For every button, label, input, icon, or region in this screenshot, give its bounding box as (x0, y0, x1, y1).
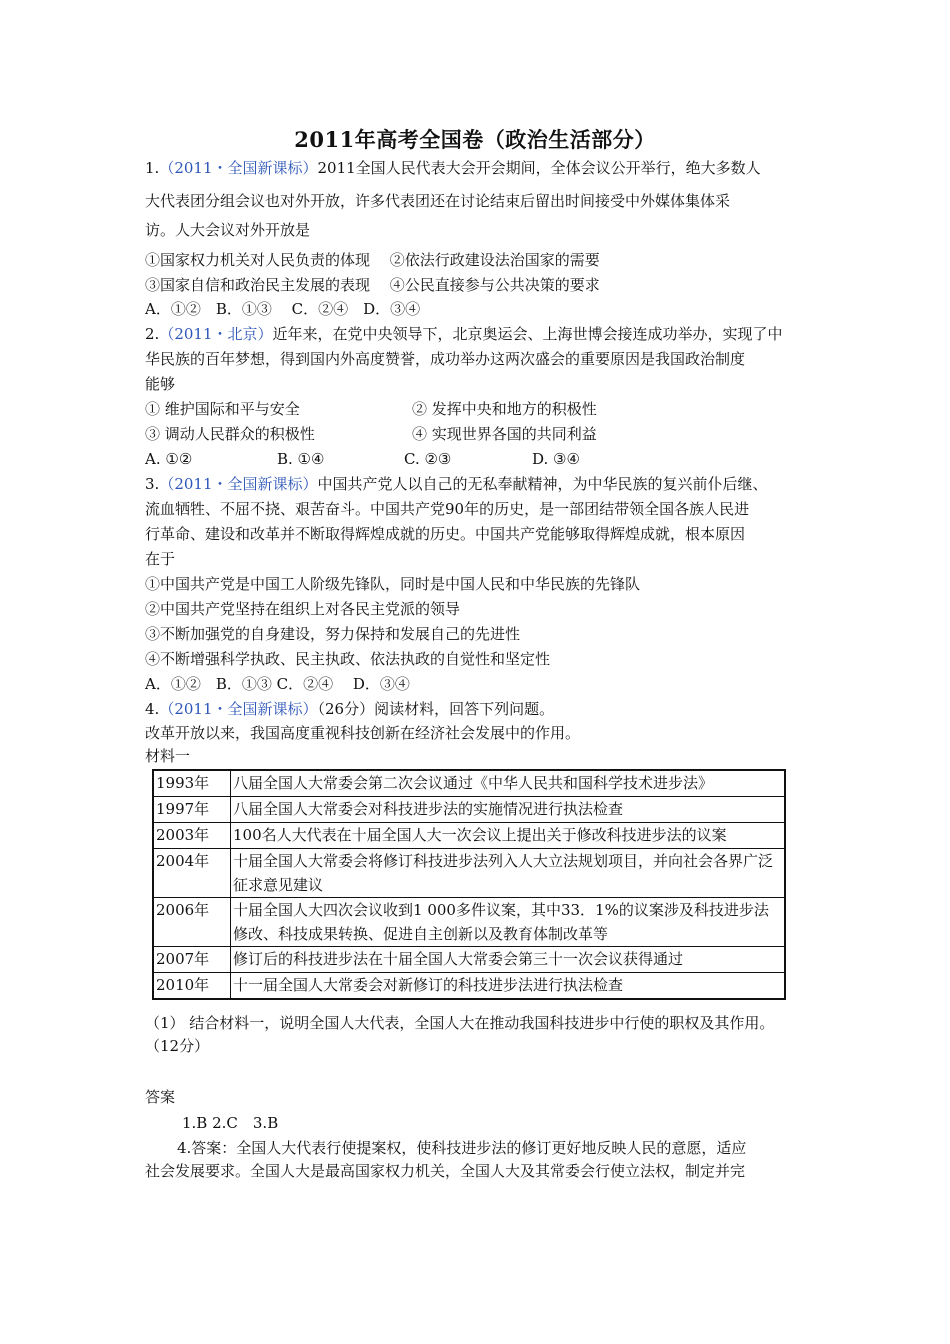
q3-text-1: 中国共产党人以自己的无私奉献精神，为中华民族的复兴前仆后继、 (317, 475, 768, 493)
material-table (152, 769, 786, 1000)
table-cell-text: 十届全国人大常委会将修订科技进步法列入人大立法规划项目，并向社会各界广泛征求意见建议 (231, 849, 786, 898)
table-row (153, 898, 785, 947)
q3-stem-line-3: 行革命、建设和改革并不断取得辉煌成就的历史。中国共产党能够取得辉煌成就，根本原因 (145, 525, 746, 543)
q2-option-1: ① 维护国际和平与安全 (145, 400, 300, 418)
q4-text-1: （26分）阅读材料，回答下列问题。 (317, 700, 555, 718)
q3-number: 3. (145, 475, 160, 493)
q2-number: 2. (145, 325, 160, 343)
q1-stem-line-1 (145, 158, 761, 178)
table-cell-year: 1993年 (153, 770, 231, 797)
table-cell-year: 2010年 (153, 973, 231, 1000)
q3-option-3: ③不断加强党的自身建设，努力保持和发展自己的先进性 (145, 625, 521, 643)
q3-stem-line-1 (145, 474, 768, 494)
table-row (153, 947, 785, 973)
table-cell-text: 十届全国人大四次会议收到1 000多件议案，其中33．1%的议案涉及科技进步法修改、科技成果转换、促进自主创新以及教育体制改革等 (231, 898, 786, 947)
q2-stem-line-3: 能够 (145, 375, 176, 393)
q4-intro: 改革开放以来，我国高度重视科技创新在经济社会发展中的作用。 (145, 724, 581, 742)
table-cell-text: 八届全国人大常委会对科技进步法的实施情况进行执法检查 (231, 797, 786, 823)
answer-line-2: 4.答案：全国人大代表行使提案权，使科技进步法的修订更好地反映人民的意愿，适应 (177, 1139, 747, 1157)
table-cell-year: 1997年 (153, 797, 231, 823)
q1-choices: A．①② B．①③ C．②④ D．③④ (145, 300, 421, 318)
q3-source: （2011・全国新课标） (159, 475, 318, 493)
q4-subquestion-1: （1） 结合材料一，说明全国人大代表，全国人大在推动我国科技进步中行使的职权及其作用。 (145, 1014, 775, 1032)
q1-options-1: ①国家权力机关对人民负责的体现 ②依法行政建设法治国家的需要 (145, 251, 600, 269)
q4-source: （2011・全国新课标） (159, 700, 318, 718)
q1-stem-line-2: 大代表团分组会议也对外开放，许多代表团还在讨论结束后留出时间接受中外媒体集体采 (145, 192, 731, 210)
q1-options-2: ③国家自信和政治民主发展的表现 ④公民直接参与公共决策的要求 (145, 276, 600, 294)
q2-option-4: ④ 实现世界各国的共同利益 (412, 425, 597, 443)
q2-stem-line-2: 华民族的百年梦想，得到国内外高度赞誉，成功举办这两次盛会的重要原因是我国政治制度 (145, 350, 746, 368)
answer-heading: 答案 (145, 1088, 176, 1106)
material-label: 材料一 (145, 747, 191, 765)
table-row (153, 823, 785, 849)
q1-text-1: 2011全国人民代表大会开会期间，全体会议公开举行，绝大多数人 (317, 159, 761, 177)
table-cell-year: 2003年 (153, 823, 231, 849)
q3-option-1: ①中国共产党是中国工人阶级先锋队，同时是中国人民和中华民族的先锋队 (145, 575, 641, 593)
q2-choice-c: C. ②③ (404, 450, 452, 468)
table-cell-year: 2004年 (153, 849, 231, 898)
table-cell-year: 2006年 (153, 898, 231, 947)
q1-source: （2011・全国新课标） (159, 159, 318, 177)
q2-option-3: ③ 调动人民群众的积极性 (145, 425, 315, 443)
q3-option-2: ②中国共产党坚持在组织上对各民主党派的领导 (145, 600, 461, 618)
q4-number: 4. (145, 700, 160, 718)
table-cell-text: 修订后的科技进步法在十届全国人大常委会第三十一次会议获得通过 (231, 947, 786, 973)
q2-text-1: 近年来，在党中央领导下，北京奥运会、上海世博会接连成功举办，实现了中 (272, 325, 783, 343)
q3-option-4: ④不断增强科学执政、民主执政、依法执政的自觉性和坚定性 (145, 650, 551, 668)
q2-choice-b: B. ①④ (277, 450, 325, 468)
answer-line-1: 1.B 2.C 3.B (182, 1114, 279, 1132)
q2-option-2: ② 发挥中央和地方的积极性 (412, 400, 597, 418)
table-cell-text: 十一届全国人大常委会对新修订的科技进步法进行执法检查 (231, 973, 786, 1000)
table-cell-text: 100名人大代表在十届全国人大一次会议上提出关于修改科技进步法的议案 (231, 823, 786, 849)
page-title: 2011年高考全国卷（政治生活部分） (294, 127, 656, 152)
table-row (153, 973, 785, 1000)
q2-choice-a: A. ①② (145, 450, 193, 468)
q2-choice-d: D. ③④ (532, 450, 580, 468)
q1-stem-line-3: 访。人大会议对外开放是 (145, 221, 311, 239)
q2-source: （2011・北京） (159, 325, 273, 343)
q3-stem-line-2: 流血牺牲、不屈不挠、艰苦奋斗。中国共产党90年的历史，是一部团结带领全国各族人民进 (145, 500, 750, 518)
q3-stem-line-4: 在于 (145, 550, 176, 568)
table-cell-text: 八届全国人大常委会第二次会议通过《中华人民共和国科学技术进步法》 (231, 770, 786, 797)
table-cell-year: 2007年 (153, 947, 231, 973)
table-row (153, 797, 785, 823)
q2-stem-line-1 (145, 324, 783, 344)
q1-number: 1. (145, 159, 160, 177)
table-row (153, 849, 785, 898)
table-row (153, 770, 785, 797)
q3-choices: A．①② B．①③ C．②④ D．③④ (145, 675, 410, 693)
answer-line-3: 社会发展要求。全国人大是最高国家权力机关，全国人大及其常委会行使立法权，制定并完 (145, 1162, 746, 1180)
q4-subquestion-1-score: （12分） (145, 1037, 210, 1055)
q4-stem-line-1 (145, 699, 554, 719)
